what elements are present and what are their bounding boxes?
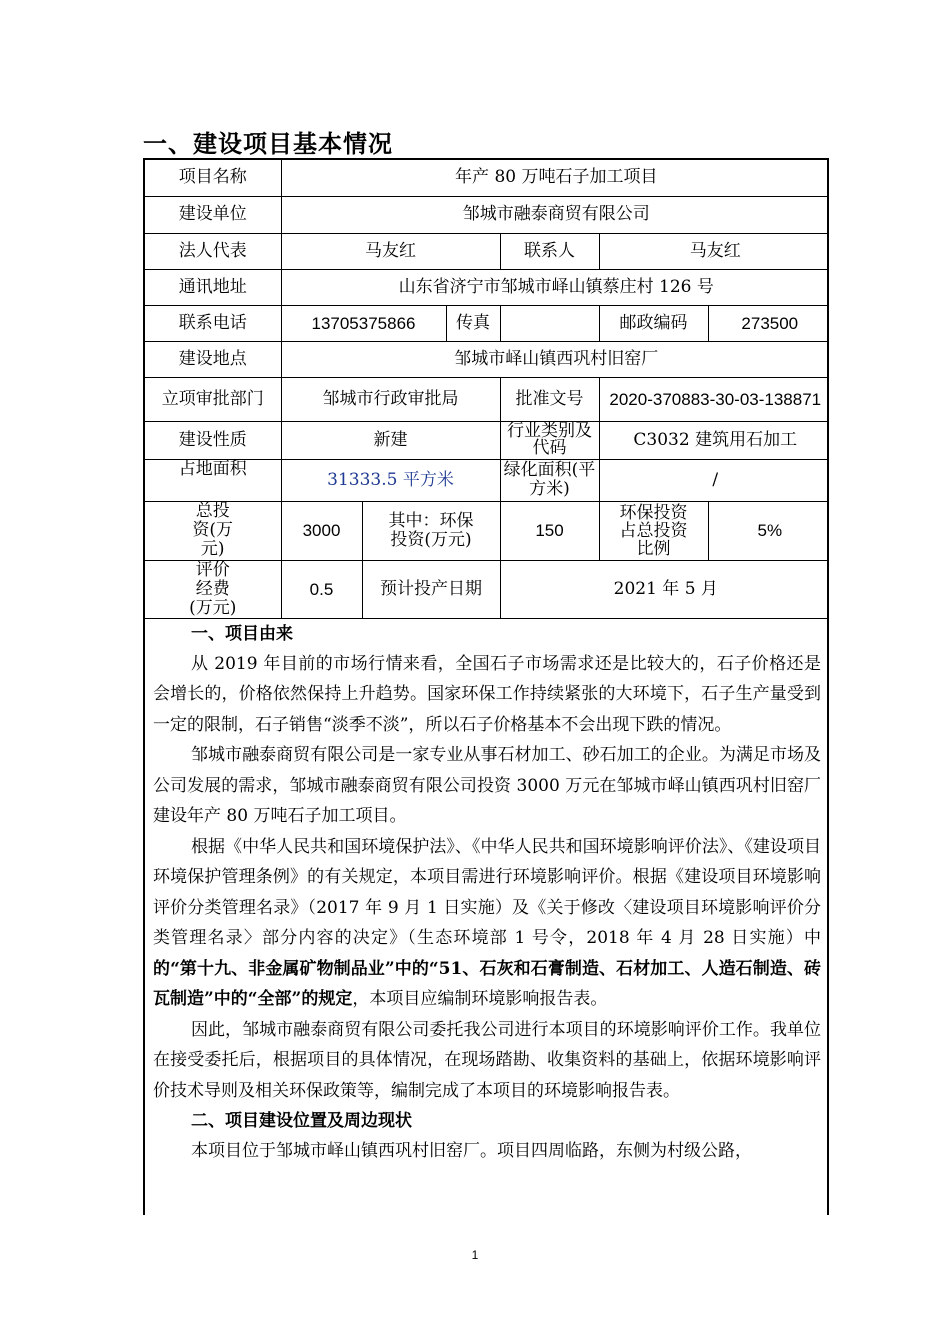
env-invest-value: 150 [500,501,599,560]
subheading-origin: 一、项目由来 [191,623,293,644]
nature-value: 新建 [281,421,500,459]
narrative-body [145,619,827,1167]
info-frame [143,158,829,1215]
paragraph: 本项目位于邹城市峄山镇西巩村旧窑厂。项目四周临路，东侧为村级公路， [191,1141,752,1161]
address-value: 山东省济宁市邹城市峄山镇蔡庄村 126 号 [281,269,829,305]
approval-dept-label: 立项审批部门 [145,377,281,421]
table-row [145,459,829,501]
table-row [145,160,829,196]
industry-label: 行业类别及代码 [500,421,599,459]
table-row [145,233,829,269]
paragraph: 因此，邹城市融泰商贸有限公司委托我公司进行本项目的环境影响评价工作。我单位在接受委托后，根据项目的具体情况，在现场踏勘、收集资料的基础上，依据环境影响评价技术导则及相关环保政策等，编制完成了本项目的环境影响报告表。 [153,1019,821,1101]
area-value: 31333.5 平方米 [281,459,500,501]
env-ratio-label: 环保投资占总投资比例 [599,501,708,560]
unit-label: 建设单位 [145,196,281,233]
prod-date-value: 2021 年 5 月 [500,560,829,618]
phone-label: 联系电话 [145,305,281,341]
legal-rep-value: 马友红 [281,233,500,269]
env-ratio-value: 5% [708,501,829,560]
phone-value: 13705375866 [281,305,446,341]
fax-value [500,305,599,341]
address-label: 通讯地址 [145,269,281,305]
paragraph-text: ，本项目应编制环境影响报告表。 [352,989,608,1009]
postcode-label: 邮政编码 [599,305,708,341]
fee-label: 评价经费(万元) [145,560,281,618]
nature-label: 建设性质 [145,421,281,459]
fax-label: 传真 [446,305,500,341]
legal-rep-label: 法人代表 [145,233,281,269]
table-row [145,560,829,618]
paragraph: 邹城市融泰商贸有限公司是一家专业从事石材加工、砂石加工的企业。为满足市场及公司发展的需求，邹城市融泰商贸有限公司投资 3000 万元在邹城市峄山镇西巩村旧窑厂建设年产 80 万吨石子加工项目。 [153,745,821,826]
table-row [145,421,829,459]
industry-value: C3032 建筑用石加工 [599,421,829,459]
area-label: 占地面积 [145,459,281,501]
invest-label: 总投资(万元) [145,501,281,560]
project-name-label: 项目名称 [145,160,281,196]
contact-value: 马友红 [599,233,829,269]
unit-value: 邹城市融泰商贸有限公司 [281,196,829,233]
table-row [145,196,829,233]
section-heading: 一、建设项目基本情况 [143,130,393,158]
contact-label: 联系人 [500,233,599,269]
site-value: 邹城市峄山镇西巩村旧窑厂 [281,341,829,377]
green-value: / [599,459,829,501]
table-row [145,341,829,377]
approval-no-value: 2020-370883-30-03-138871 [599,377,829,421]
table-row [145,305,829,341]
green-label: 绿化面积(平方米) [500,459,599,501]
postcode-value: 273500 [708,305,829,341]
project-info-table [145,160,829,619]
prod-date-label: 预计投产日期 [362,560,500,618]
table-row [145,377,829,421]
page-number: 1 [471,1248,479,1262]
project-name-value: 年产 80 万吨石子加工项目 [281,160,829,196]
paragraph [153,832,821,1015]
bold-text: 的“第十九、非金属矿物制品业”中的“51、石灰和石膏制造、石材加工、人造石制造、砖瓦制造”中的“全部”的规定 [153,958,821,1009]
subheading-location: 二、项目建设位置及周边现状 [191,1111,412,1131]
site-label: 建设地点 [145,341,281,377]
fee-value: 0.5 [281,560,362,618]
env-invest-label: 其中：环保投资(万元) [362,501,500,560]
table-row [145,501,829,560]
invest-value: 3000 [281,501,362,560]
paragraph-text: 根据《中华人民共和国环境保护法》、《中华人民共和国环境影响评价法》、《建设项目环境保护管理条例》的有关规定，本项目需进行环境影响评价。根据《建设项目环境影响评价分类管理名录》（2017 年 9 月 1 日实施）及《关于修改〈建设项目环境影响评价分类管理名录〉部分内容的决定》（生态环境部 1 号令，2018 年 4 月 28 日实施）中 [153,836,821,948]
paragraph: 从 2019 年目前的市场行情来看，全国石子市场需求还是比较大的，石子价格还是会增长的，价格依然保持上升趋势。国家环保工作持续紧张的大环境下，石子生产量受到一定的限制，石子销售“淡季不淡”，所以石子价格基本不会出现下跌的情况。 [153,653,821,735]
table-row [145,269,829,305]
approval-dept-value: 邹城市行政审批局 [281,377,500,421]
approval-no-label: 批准文号 [500,377,599,421]
